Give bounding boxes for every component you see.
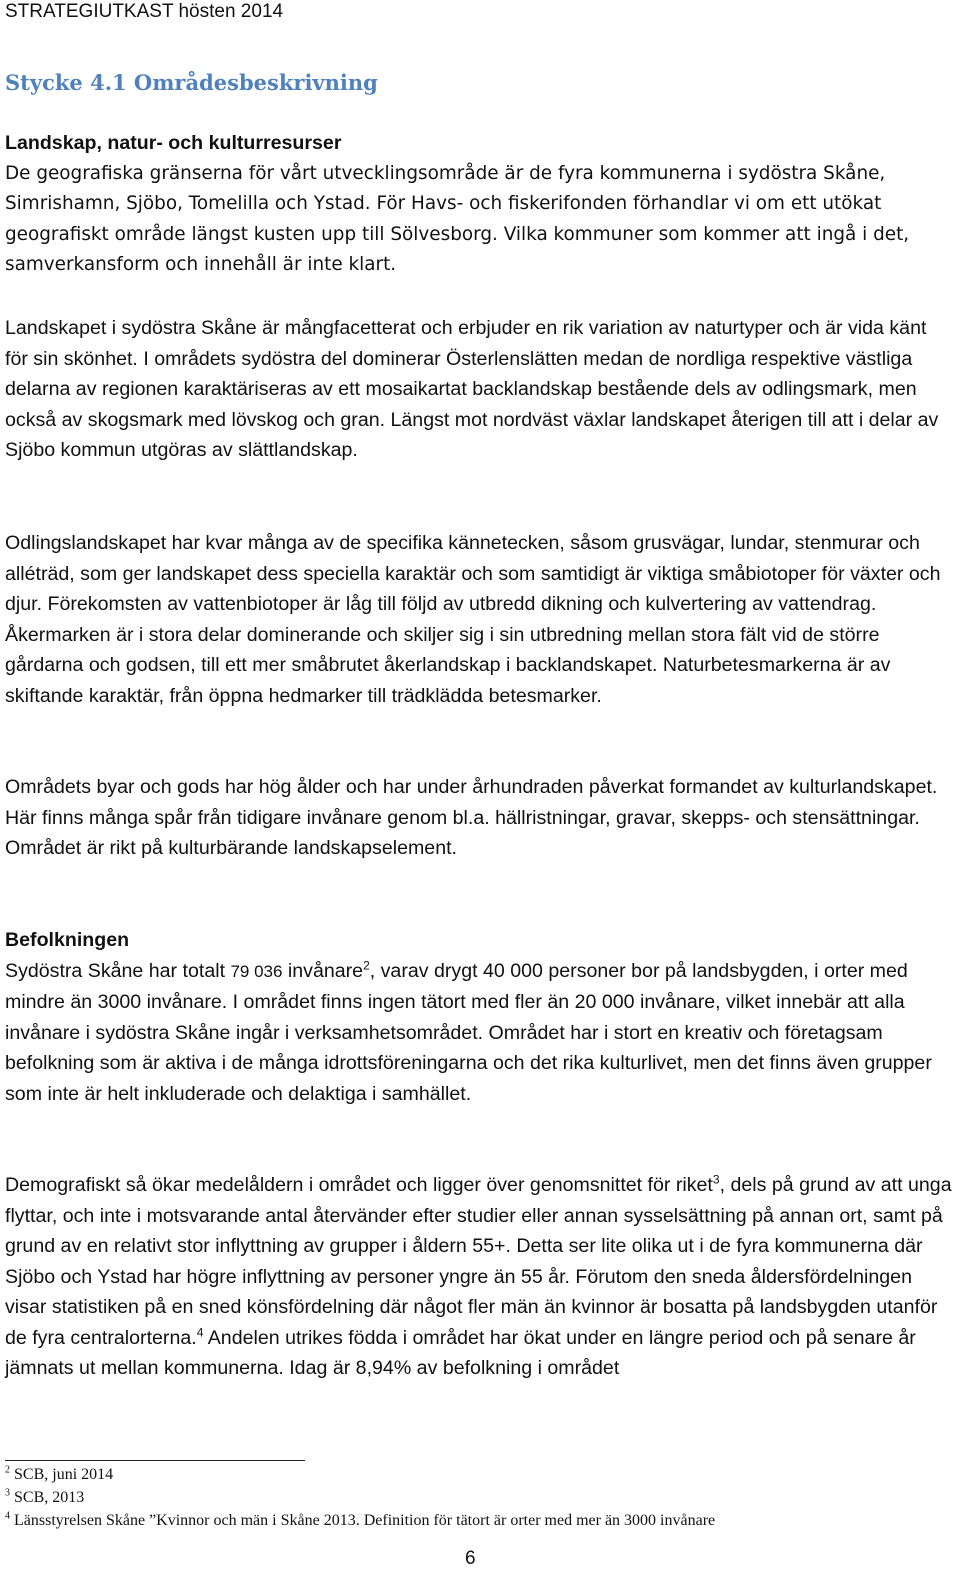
population-p1-text-c: , varav drygt 40 000 personer bor på landsbygden, i orter med mindre än 3000 invånare. I området finns ingen tätort med fler än 20 000 invånare, vilket innebär att alla invånare i sydöstra Skåne ingår i verksamhetsområdet. Området har i stort en kreativ och företagsam befolkning som är aktiva i de många idrottsföreningarna och det rika kulturlivet, men det finns även grupper som inte är helt inkluderade och delaktiga i samhället. bbox=[5, 959, 932, 1105]
footnote-ref-4[interactable]: 4 bbox=[196, 1324, 204, 1339]
footnote-3 bbox=[5, 1489, 84, 1507]
population-paragraph-2 bbox=[5, 1170, 953, 1384]
section-heading: Stycke 4.1 Områdesbeskrivning bbox=[5, 70, 378, 95]
population-paragraph-1 bbox=[5, 956, 953, 1110]
footnote-2-number: 2 bbox=[5, 1464, 10, 1476]
population-subheading: Befolkningen bbox=[5, 929, 130, 951]
footnote-ref-3[interactable]: 3 bbox=[712, 1172, 720, 1187]
footnote-3-number: 3 bbox=[5, 1487, 10, 1499]
footnote-4-number: 4 bbox=[5, 1510, 10, 1522]
landscape-subheading: Landskap, natur- och kulturresurser bbox=[5, 132, 342, 154]
population-p2-text-a: Demografiskt så ökar medelåldern i området och ligger över genomsnittet för riket bbox=[5, 1174, 713, 1196]
population-p2-text-b: , dels på grund av att unga flyttar, och inte i motsvarande antal återvänder efter studier eller annan sysselsättning på annan ort, samt på grund av en relativt stor inflyttning av grupper i åldern 55+. Detta ser lite olika ut i de fyra kommunerna där Sjöbo och Ystad har högre inflyttning av personer yngre än 55 år. Förutom den sneda åldersfördelningen visar statistiken på en sned könsfördelning där något fler män än kvinnor är bosatta på landsbygden utanför de fyra centralorterna. bbox=[5, 1174, 952, 1349]
landscape-paragraph-2: Odlingslandskapet har kvar många av de specifika kännetecken, såsom grusvägar, lundar, stenmurar och alléträd, som ger landskapet dess speciella karaktär och som samtidigt är viktiga småbiotoper för växter och djur. Förekomsten av vattenbiotoper är låg till följd av utbredd dikning och kulvertering av vattendrag. Åkermarken är i stora delar dominerande och skiljer sig i sin utbredning mellan stora fält vid de större gårdarna och godsen, till ett mer småbrutet åkerlandskap i backlandskapet. Naturbetesmarkerna är av skiftande karaktär, från öppna hedmarker till trädklädda betesmarker. bbox=[5, 532, 941, 707]
footnote-2-text: SCB, juni 2014 bbox=[14, 1466, 114, 1483]
landscape-paragraph-1: Landskapet i sydöstra Skåne är mångfacetterat och erbjuder en rik variation av naturtyper och är vida känt för sin skönhet. I områdets sydöstra del dominerar Österlenslätten medan de nordliga respektive västliga delarna av regionen karaktäriseras av ett mosaikartat backlandskap bestående dels av odlingsmark, men också av skogsmark med lövskog och gran. Längst mot nordväst växlar landskapet återigen till att i delar av Sjöbo kommun utgöras av slättlandskap. bbox=[5, 317, 939, 461]
page-number: 6 bbox=[465, 1548, 476, 1569]
population-block bbox=[5, 925, 953, 1109]
page-header: STRATEGIUTKAST hösten 2014 bbox=[5, 1, 284, 22]
footnote-3-text: SCB, 2013 bbox=[14, 1489, 85, 1506]
population-total-count: 79 036 bbox=[230, 961, 283, 981]
footnote-2 bbox=[5, 1466, 113, 1484]
footnote-separator bbox=[5, 1460, 305, 1461]
population-p2-text-c: Andelen utrikes födda i området har ökat under en längre period och på senare år jämnats ut mellan kommunerna. Idag är 8,94% av befolkning i området bbox=[5, 1326, 916, 1379]
footnote-4-text: Länsstyrelsen Skåne ”Kvinnor och män i Skåne 2013. Definition för tätort är orter med mer än 3000 invånare bbox=[14, 1512, 716, 1529]
population-p1-text-a: Sydöstra Skåne har totalt bbox=[5, 959, 231, 982]
landscape-paragraph-3: Områdets byar och gods har hög ålder och har under århundraden påverkat formandet av kulturlandskapet. Här finns många spår från tidigare invånare genom bl.a. hällristningar, gravar, skepps- och stensättningar. Området är rikt på kulturbärande landskapselement. bbox=[5, 776, 938, 859]
footnote-4 bbox=[5, 1512, 715, 1530]
landscape-intro-block bbox=[5, 128, 953, 281]
footnote-ref-2[interactable]: 2 bbox=[363, 957, 370, 972]
landscape-intro-paragraph: De geografiska gränserna för vårt utvecklingsområde är de fyra kommunerna i sydöstra Skåne, Simrishamn, Sjöbo, Tomelilla och Ystad. För Havs- och fiskerifonden förhandlar vi om ett utökat geografiskt område längst kusten upp till Sölvesborg. Vilka kommuner som kommer att ingå i det, samverkansform och innehåll är inte klart. bbox=[5, 162, 910, 275]
population-p1-text-b: invånare bbox=[282, 959, 364, 982]
